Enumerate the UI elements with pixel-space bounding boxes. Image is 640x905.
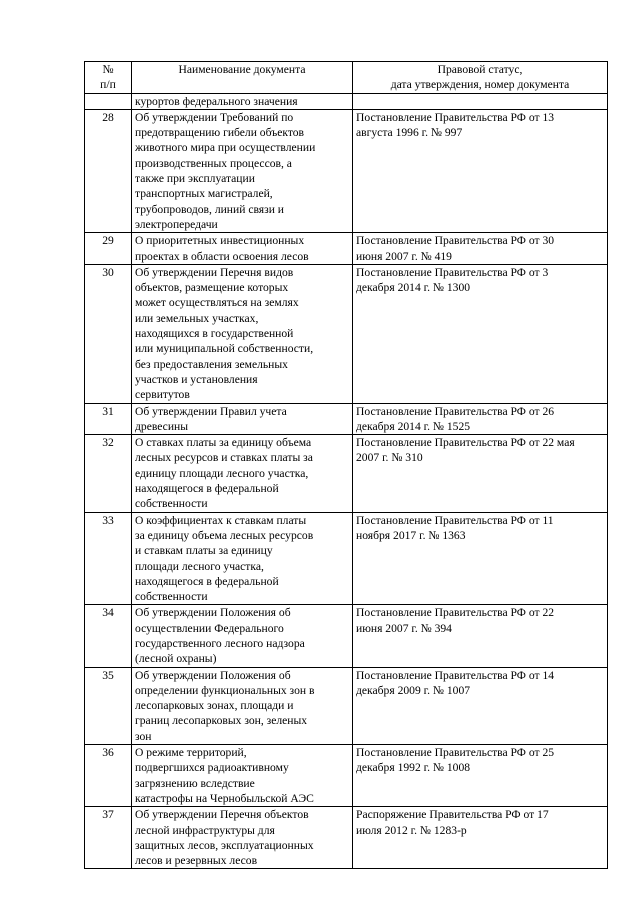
row-number: 30 bbox=[85, 264, 132, 403]
row-number: 31 bbox=[85, 403, 132, 435]
header-document-name bbox=[132, 62, 353, 94]
row-number: 28 bbox=[85, 109, 132, 232]
table-row-continuation bbox=[85, 93, 608, 109]
header-number-line1: № bbox=[102, 63, 114, 76]
row-document-name: О режиме территорий, подвергшихся радиоактивному загрязнению вследствие катастрофы на Чернобыльской АЭС bbox=[132, 745, 353, 807]
row-number bbox=[85, 93, 132, 109]
row-document-name: Об утверждении Перечня видов объектов, размещение которых может осуществляться на землях или земельных участках, находящихся в государственной или муниципальной собственности, без предоставления земельных участков и установления сервитутов bbox=[132, 264, 353, 403]
row-legal-status: Постановление Правительства РФ от 3 декабря 2014 г. № 1300 bbox=[353, 264, 608, 403]
table-header-row bbox=[85, 62, 608, 94]
row-legal-status: Постановление Правительства РФ от 30 июня 2007 г. № 419 bbox=[353, 233, 608, 265]
row-document-name: курортов федерального значения bbox=[132, 93, 353, 109]
header-legal-status bbox=[353, 62, 608, 94]
row-legal-status: Постановление Правительства РФ от 22 мая 2007 г. № 310 bbox=[353, 435, 608, 512]
row-document-name: Об утверждении Перечня объектов лесной инфраструктуры для защитных лесов, эксплуатационных лесов и резервных лесов bbox=[132, 807, 353, 869]
row-number: 34 bbox=[85, 605, 132, 667]
row-legal-status: Постановление Правительства РФ от 26 декабря 2014 г. № 1525 bbox=[353, 403, 608, 435]
header-number-line2: п/п bbox=[100, 78, 116, 92]
row-number: 36 bbox=[85, 745, 132, 807]
row-legal-status: Распоряжение Правительства РФ от 17 июля 2012 г. № 1283-р bbox=[353, 807, 608, 869]
row-legal-status: Постановление Правительства РФ от 14 декабря 2009 г. № 1007 bbox=[353, 667, 608, 744]
row-document-name: Об утверждении Положения об осуществлении Федерального государственного лесного надзора (лесной охраны) bbox=[132, 605, 353, 667]
row-legal-status: Постановление Правительства РФ от 25 декабря 1992 г. № 1008 bbox=[353, 745, 608, 807]
row-legal-status: Постановление Правительства РФ от 13 августа 1996 г. № 997 bbox=[353, 109, 608, 232]
row-number: 37 bbox=[85, 807, 132, 869]
row-document-name: О ставках платы за единицу объема лесных ресурсов и ставках платы за единицу площади лесного участка, находящегося в федеральной собственности bbox=[132, 435, 353, 512]
header-legal-status-line1: Правовой статус, bbox=[437, 63, 523, 76]
table-row bbox=[85, 435, 608, 512]
header-legal-status-line2: дата утверждения, номер документа bbox=[390, 78, 570, 92]
row-document-name: О коэффициентах к ставкам платы за единицу объема лесных ресурсов и ставкам платы за единицу площади лесного участка, находящегося в федеральной собственности bbox=[132, 512, 353, 605]
header-number bbox=[85, 62, 132, 94]
table-row bbox=[85, 605, 608, 667]
row-document-name: Об утверждении Правил учета древесины bbox=[132, 403, 353, 435]
row-number: 32 bbox=[85, 435, 132, 512]
header-document-name-text: Наименование документа bbox=[178, 63, 306, 76]
row-legal-status: Постановление Правительства РФ от 22 июня 2007 г. № 394 bbox=[353, 605, 608, 667]
row-document-name: О приоритетных инвестиционных проектах в области освоения лесов bbox=[132, 233, 353, 265]
row-legal-status bbox=[353, 93, 608, 109]
table-row bbox=[85, 667, 608, 744]
table-row bbox=[85, 264, 608, 403]
table-row bbox=[85, 807, 608, 869]
row-number: 33 bbox=[85, 512, 132, 605]
row-legal-status: Постановление Правительства РФ от 11 ноября 2017 г. № 1363 bbox=[353, 512, 608, 605]
row-number: 35 bbox=[85, 667, 132, 744]
table-row bbox=[85, 745, 608, 807]
row-number: 29 bbox=[85, 233, 132, 265]
documents-table bbox=[84, 61, 608, 869]
row-document-name: Об утверждении Требований по предотвращению гибели объектов животного мира при осуществлении производственных процессов, а также при эксплуатации транспортных магистралей, трубопроводов, линий связи и электропередачи bbox=[132, 109, 353, 232]
table-row bbox=[85, 403, 608, 435]
table-row bbox=[85, 233, 608, 265]
row-document-name: Об утверждении Положения об определении функциональных зон в лесопарковых зонах, площади и границ лесопарковых зон, зеленых зон bbox=[132, 667, 353, 744]
table-row bbox=[85, 109, 608, 232]
table-row bbox=[85, 512, 608, 605]
